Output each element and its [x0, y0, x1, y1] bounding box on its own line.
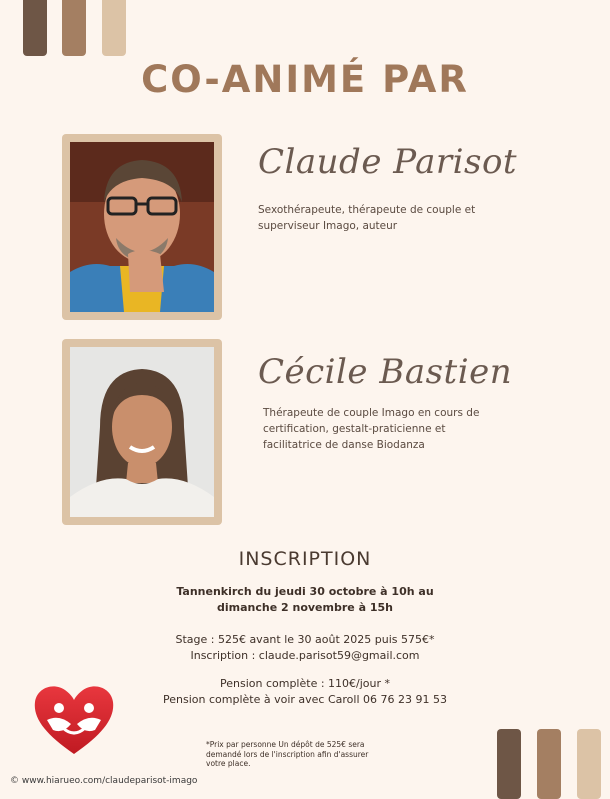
- person-name-claude: Claude Parisot: [258, 142, 518, 182]
- description-line: facilitatrice de danse Biodanza: [263, 439, 425, 451]
- decor-bar-dark-top: [23, 0, 47, 56]
- decor-bar-light-bottom: [577, 729, 601, 799]
- decor-bar-dark-bottom: [497, 729, 521, 799]
- footnote-line: demandé lors de l'inscription afin d'assurer: [206, 749, 369, 759]
- decor-bar-mid-top: [62, 0, 86, 56]
- footnote-line: *Prix par personne Un dépôt de 525€ sera: [206, 740, 365, 749]
- decor-bar-mid-bottom: [537, 729, 561, 799]
- email-line: Inscription : claude.parisot59@gmail.com: [190, 649, 420, 662]
- heart-couple-logo-icon: [33, 684, 115, 756]
- person-name-cecile: Cécile Bastien: [258, 352, 513, 392]
- watermark-text: © www.hiarueo.com/claudeparisot-imago: [10, 776, 198, 786]
- pension-line: Pension complète : 110€/jour *: [219, 677, 391, 690]
- price-line: Stage : 525€ avant le 30 août 2025 puis 575€*: [175, 633, 435, 646]
- photo-frame-cecile: [62, 339, 222, 525]
- description-line: Sexothérapeute, thérapeute de couple et: [258, 204, 476, 216]
- description-line: Thérapeute de couple Imago en cours de: [263, 407, 480, 419]
- footnote-line: votre place.: [206, 759, 251, 768]
- portrait-photo-cecile: [70, 347, 214, 517]
- event-dates: [0, 584, 610, 616]
- description-line: certification, gestalt-praticienne et: [263, 423, 446, 435]
- person-description-cecile: [263, 405, 479, 453]
- price-info: [0, 632, 610, 664]
- portrait-photo-claude: [70, 142, 214, 312]
- person-description-claude: [258, 202, 475, 234]
- photo-frame-claude: [62, 134, 222, 320]
- page-title: CO-ANIMÉ PAR: [141, 58, 469, 101]
- dates-line: Tannenkirch du jeudi 30 octobre à 10h au: [176, 585, 434, 598]
- dates-line: dimanche 2 novembre à 15h: [217, 601, 393, 614]
- pension-line: Pension complète à voir avec Caroll 06 76 23 91 53: [163, 693, 447, 706]
- description-line: superviseur Imago, auteur: [258, 220, 398, 232]
- inscription-heading: INSCRIPTION: [238, 548, 372, 570]
- decor-bar-light-top: [102, 0, 126, 56]
- price-footnote: [206, 740, 406, 769]
